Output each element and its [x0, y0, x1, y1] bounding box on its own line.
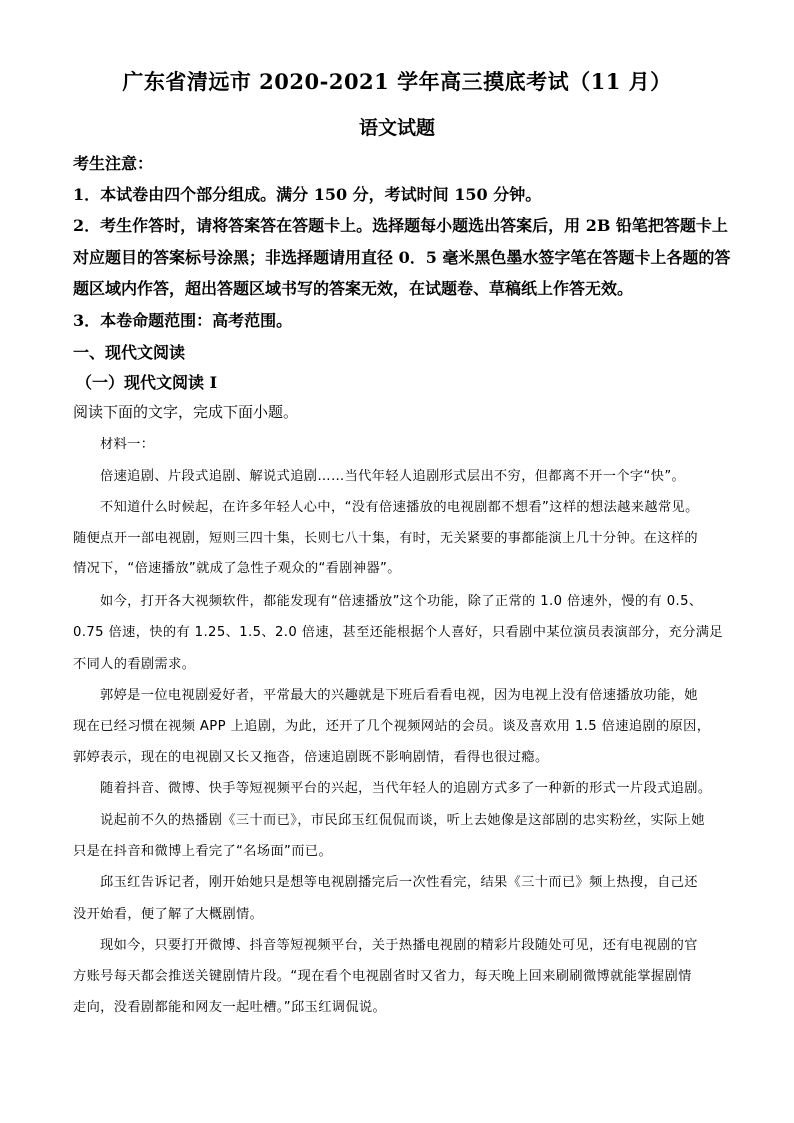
notice-item-2-cont: 题区域内作答，超出答题区域书写的答案无效，在试题卷、草稿纸上作答无效。 [73, 279, 634, 298]
passage-line: 情况下，“倍速播放”就成了急性子观众的“看剧神器”。 [73, 561, 401, 576]
passage-line: 不同人的看剧需求。 [73, 657, 196, 672]
passage-label: 材料一： [100, 437, 155, 452]
exam-subject: 语文试题 [358, 117, 435, 139]
passage-line: 郭婷表示，现在的电视剧又长又拖沓，倍速追剧既不影响剧情，看得也很过瘾。 [73, 750, 549, 765]
passage-line: 方账号每天都会推送关键剧情片段。“现在看个电视剧省时又省力，每天晚上回来刷刷微博就能掌握剧情 [73, 969, 692, 984]
sub-heading: （一）现代文阅读 I [76, 373, 218, 392]
passage-line: 只是在抖音和微博上看完了“名场面”而已。 [73, 844, 333, 859]
passage-line: 如今，打开各大视频软件，都能发现有“倍速播放”这个功能，除了正常的 1.0 倍速外，慢的有 0.5、 [100, 594, 703, 609]
passage-line: 随便点开一部电视剧，短则三四十集，长则七八十集，有时，无关紧要的事都能演上几十分钟。在这样的 [73, 531, 699, 546]
passage-line: 倍速追剧、片段式追剧、解说式追剧……当代年轻人追剧形式层出不穷，但都离不开一个字“快”。 [100, 469, 686, 484]
part-heading: 一、现代文阅读 [73, 343, 186, 362]
passage-line: 走向，没看剧都能和网友一起吐槽。”邱玉红调侃说。 [73, 1000, 387, 1015]
passage-line: 现如今，只要打开微博、抖音等短视频平台，关于热播电视剧的精彩片段随处可见，还有电视剧的官 [100, 938, 698, 953]
notice-item-1: 1．本试卷由四个部分组成。满分 150 分，考试时间 150 分钟。 [73, 185, 542, 204]
passage-line: 说起前不久的热播剧《三十而已》，市民邱玉红侃侃而谈，听上去她像是这部剧的忠实粉丝，实际上她 [100, 813, 705, 828]
notice-heading: 考生注意： [73, 154, 154, 173]
passage-line: 没开始看，便了解了大概剧情。 [73, 907, 264, 922]
notice-item-2: 2．考生作答时，请将答案答在答题卡上。选择题每小题选出答案后，用 2B 铅笔把答题卡上 [73, 216, 728, 235]
passage-line: 随着抖音、微博、快手等短视频平台的兴起，当代年轻人的追剧方式多了一种新的形式一片段式追剧。 [100, 781, 712, 796]
passage-line: 邱玉红告诉记者，刚开始她只是想等电视剧播完后一次性看完，结果《三十而已》频上热搜，自己还 [100, 875, 698, 890]
notice-item-2-cont: 对应题目的答案标号涂黑；非选择题请用直径 0．5 毫米黑色墨水签字笔在答题卡上各题的答 [73, 248, 731, 267]
passage-line: 现在已经习惯在视频 APP 上追剧，为此，还开了几个视频网站的会员。谈及喜欢用 1.5 倍速追剧的原因， [73, 719, 711, 734]
exam-title: 广东省清远市 2020-2021 学年高三摸底考试（11 月） [122, 69, 672, 94]
passage-line: 不知道什么时候起，在许多年轻人心中，“没有倍速播放的电视剧都不想看”这样的想法越来越常见。 [100, 500, 699, 515]
notice-item-3: 3．本卷命题范围：高考范围。 [73, 311, 293, 330]
passage-line: 郭婷是一位电视剧爱好者，平常最大的兴趣就是下班后看看电视，因为电视上没有倍速播放功能，她 [100, 688, 698, 703]
passage-line: 0.75 倍速，快的有 1.25、1.5、2.0 倍速，甚至还能根据个人喜好，只看剧中某位演员表演部分，充分满足 [73, 625, 723, 640]
reading-instruction: 阅读下面的文字，完成下面小题。 [73, 403, 299, 421]
